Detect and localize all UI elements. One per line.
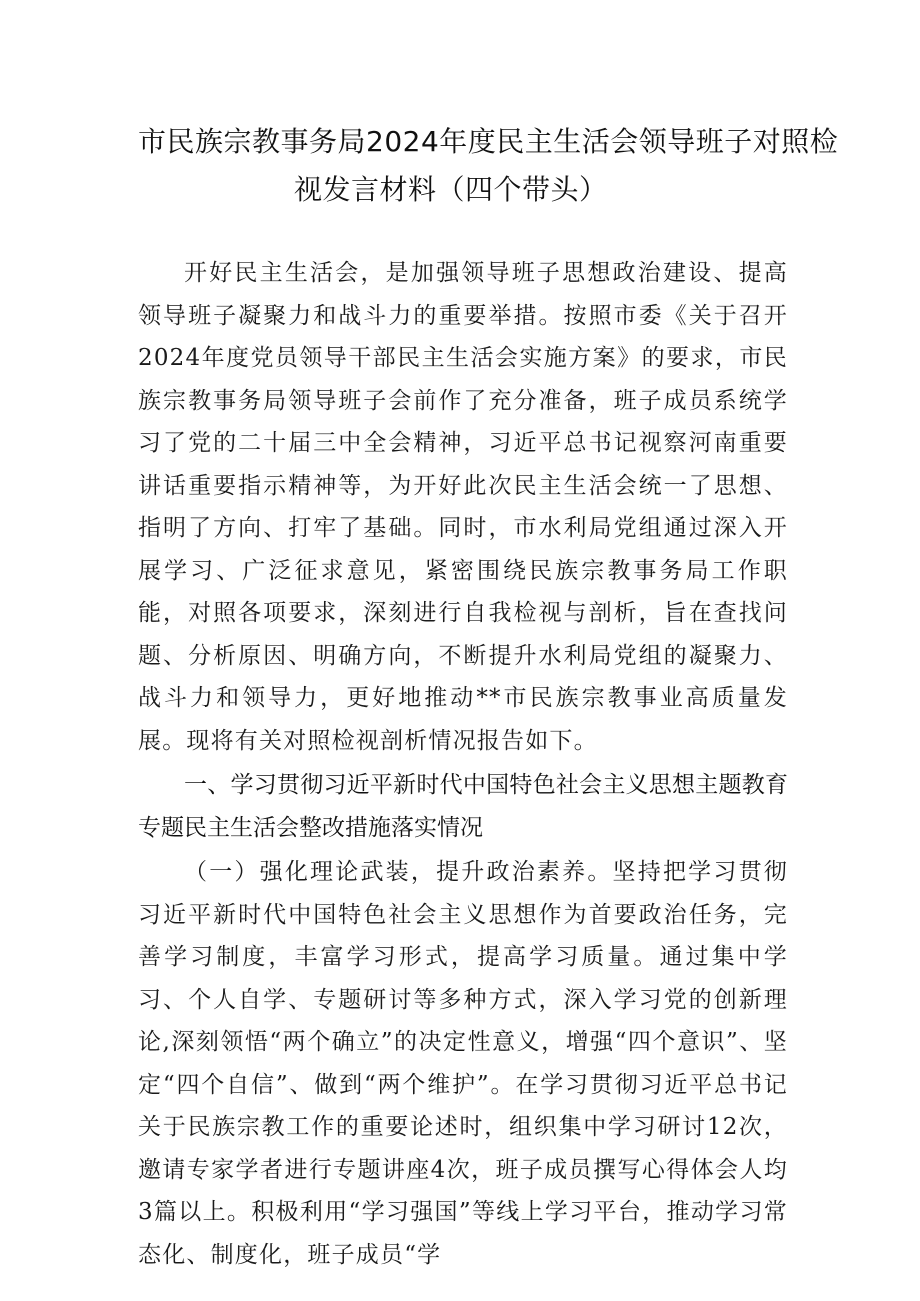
section-1-paragraph-1: （一）强化理论武装，提升政治素养。坚持把学习贯彻习近平新时代中国特色社会主义思想作为首要政治任务，完善学习制度，丰富学习形式，提高学习质量。通过集中学习、个人自学、专题研讨等多种方式，深入学习党的创新理论,深刻领悟“两个确立”的决定性意义，增强“四个意识”、坚定“四个自信”、做到“两个维护”。在学习贯彻习近平总书记关于民族宗教工作的重要论述时，组织集中学习研讨12次，邀请专家学者进行专题讲座4次，班子成员撰写心得体会人均3篇以上。积极利用“学习强国”等线上学习平台，推动学习常态化、制度化，班子成员“学 xyxy=(138,859,788,1268)
section-1-heading: 一、学习贯彻习近平新时代中国特色社会主义思想主题教育专题民主生活会整改措施落实情况 xyxy=(138,772,788,841)
title-line-1: 市民族宗教事务局2024年度民主生活会领导班子对照检 xyxy=(138,125,839,158)
title-line-2: 视发言材料（四个带头） xyxy=(294,173,608,206)
intro-paragraph: 开好民主生活会，是加强领导班子思想政治建设、提高领导班子凝聚力和战斗力的重要举措。按照市委《关于召开2024年度党员领导干部民主生活会实施方案》的要求，市民族宗教事务局领导班子会前作了充分准备，班子成员系统学习了党的二十届三中全会精神，习近平总书记视察河南重要讲话重要指示精神等，为开好此次民主生活会统一了思想、指明了方向、打牢了基础。同时，市水利局党组通过深入开展学习、广泛征求意见，紧密围绕民族宗教事务局工作职能，对照各项要求，深刻进行自我检视与剖析，旨在查找问题、分析原因、明确方向，不断提升水利局党组的凝聚力、战斗力和领导力，更好地推动**市民族宗教事业高质量发展。现将有关对照检视剖析情况报告如下。 xyxy=(138,260,788,754)
document-title xyxy=(138,118,839,214)
